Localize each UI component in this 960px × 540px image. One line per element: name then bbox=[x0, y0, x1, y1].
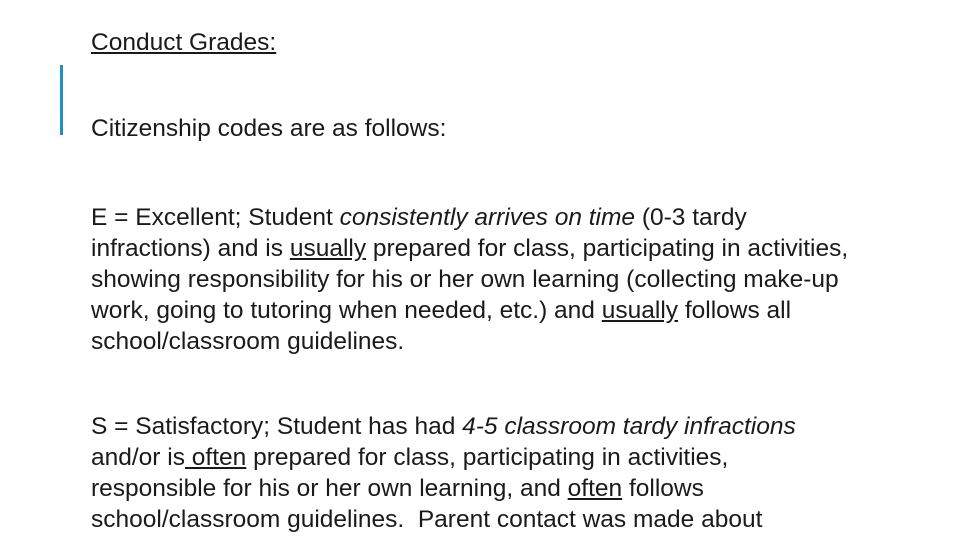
grade-s-line-2: and/or is often prepared for class, participating in activities, bbox=[91, 444, 729, 471]
heading-text: Conduct Grades: bbox=[91, 29, 277, 56]
grade-e-line-2: infractions) and is usually prepared for class, participating in activities, bbox=[91, 235, 849, 262]
grade-e-paragraph bbox=[91, 202, 956, 357]
grade-s-line-3: responsible for his or her own learning, and often follows bbox=[91, 475, 704, 502]
emphasis-text: 4-5 classroom tardy infractions bbox=[462, 413, 796, 440]
grade-e-line-1: E = Excellent; Student consistently arrives on time (0-3 tardy bbox=[91, 204, 747, 231]
underlined-text: usually bbox=[601, 297, 679, 324]
heading bbox=[91, 27, 956, 58]
grade-e-line-3: showing responsibility for his or her own learning (collecting make-up bbox=[91, 266, 839, 293]
emphasis-text: consistently arrives on time bbox=[339, 204, 636, 231]
grade-e-line-4: work, going to tutoring when needed, etc.) and usually follows all bbox=[91, 297, 792, 324]
grade-s-line-1: S = Satisfactory; Student has had 4-5 classroom tardy infractions bbox=[91, 413, 796, 440]
underlined-text: often bbox=[184, 444, 247, 471]
underlined-text: usually bbox=[289, 235, 367, 262]
grade-s-line-4: school/classroom guidelines. Parent contact was made about bbox=[91, 506, 763, 533]
grade-e-line-5: school/classroom guidelines. bbox=[91, 328, 405, 355]
grade-s-paragraph bbox=[91, 411, 956, 535]
underlined-text: often bbox=[567, 475, 623, 502]
accent-bar bbox=[60, 65, 63, 135]
intro-text: Citizenship codes are as follows: bbox=[91, 115, 447, 142]
